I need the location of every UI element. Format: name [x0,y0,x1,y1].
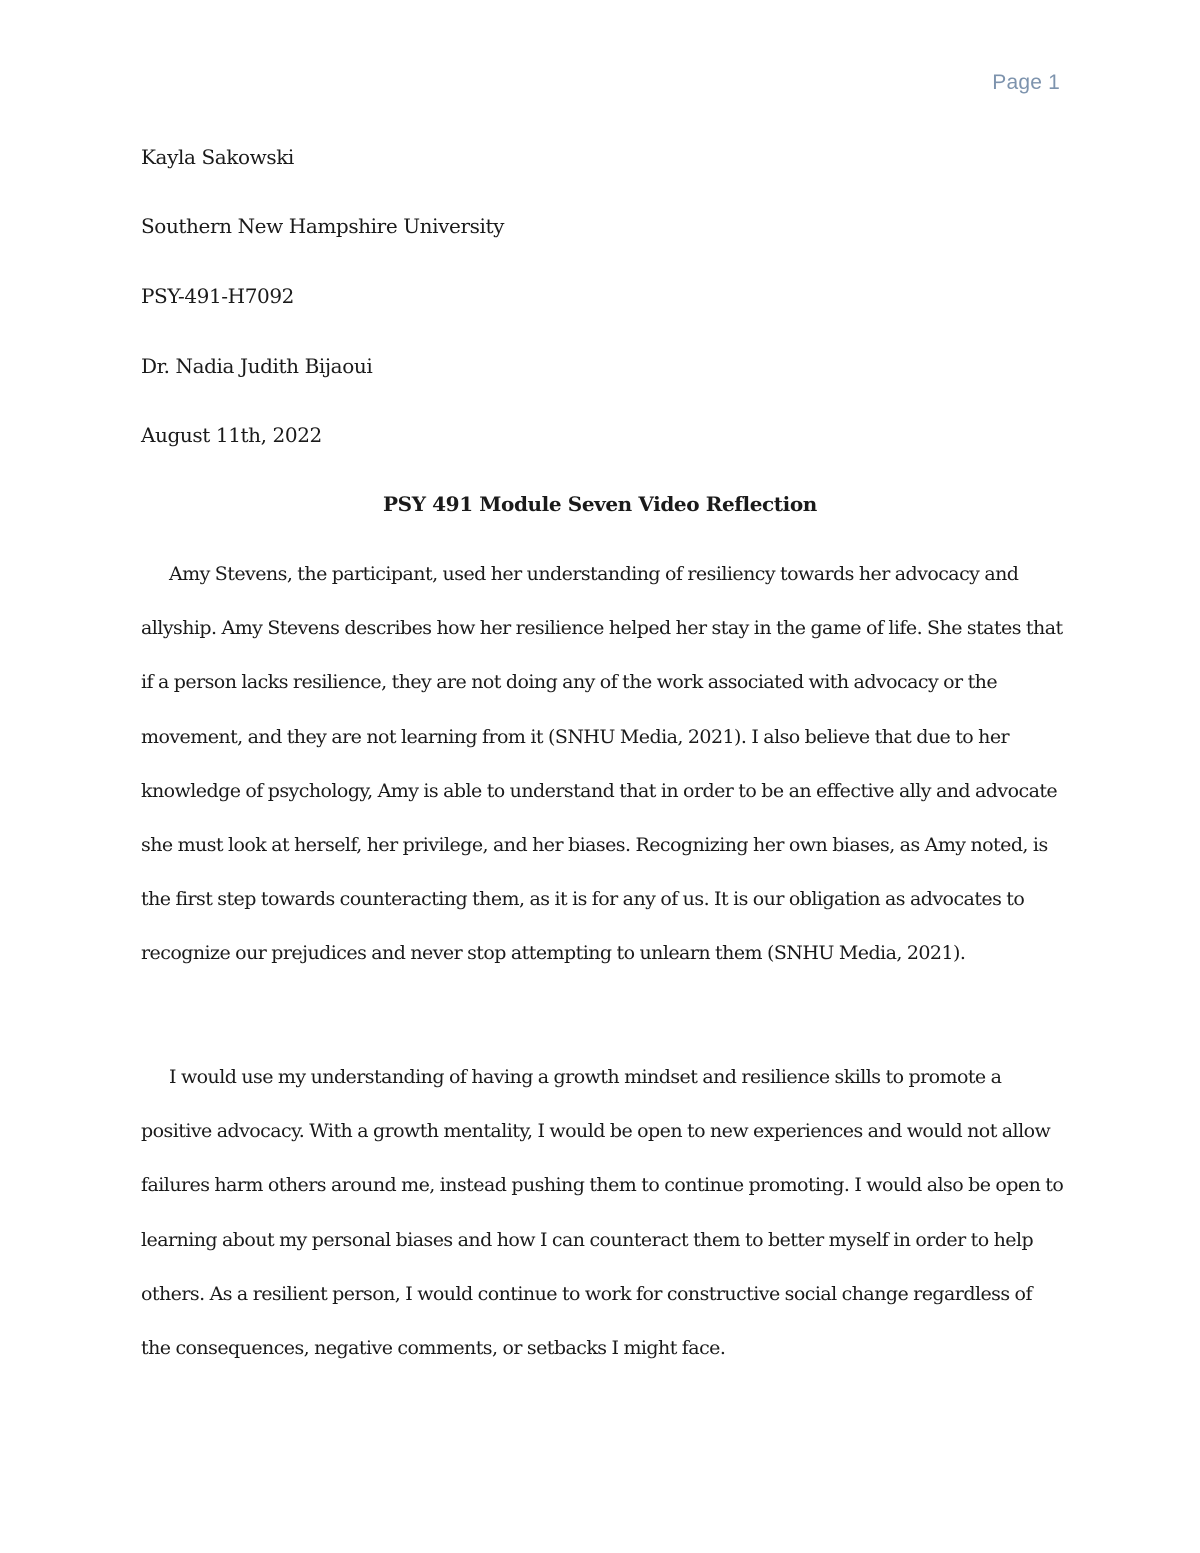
document-title: PSY 491 Module Seven Video Reflection [383,492,817,516]
submission-date: August 11th, 2022 [141,423,322,447]
body-paragraph-2: I would use my understanding of having a growth mindset and resilience skills to promote a positive advocacy. With a growth mentality, I would be open to new experiences and would not allow failures harm others around me, instead pushing them to continue promoting. I would also be open to learning about my personal biases and how I can counteract them to better myself in order to help others. As a resilient person, I would continue to work for constructive social change regardless of the consequences, negative comments, or setbacks I might face. [141,1066,1064,1360]
instructor-name: Dr. Nadia Judith Bijaoui [141,354,373,378]
course-code: PSY-491-H7092 [141,284,294,308]
page-number: Page 1 [992,71,1060,94]
author-name: Kayla Sakowski [141,145,294,169]
body-paragraph-1: Amy Stevens, the participant, used her understanding of resiliency towards her advocacy and allyship. Amy Stevens describes how her resilience helped her stay in the game of life. She states that if a person lacks resilience, they are not doing any of the work associated with advocacy or the movement, and they are not learning from it (SNHU Media, 2021). I also believe that due to her knowledge of psychology, Amy is able to understand that in order to be an effective ally and advocate she must look at herself, her privilege, and her biases. Recognizing her own biases, as Amy noted, is the first step towards counteracting them, as it is for any of us. It is our obligation as advocates to recognize our prejudices and never stop attempting to unlearn them (SNHU Media, 2021). [141,563,1063,965]
institution-name: Southern New Hampshire University [141,214,505,238]
